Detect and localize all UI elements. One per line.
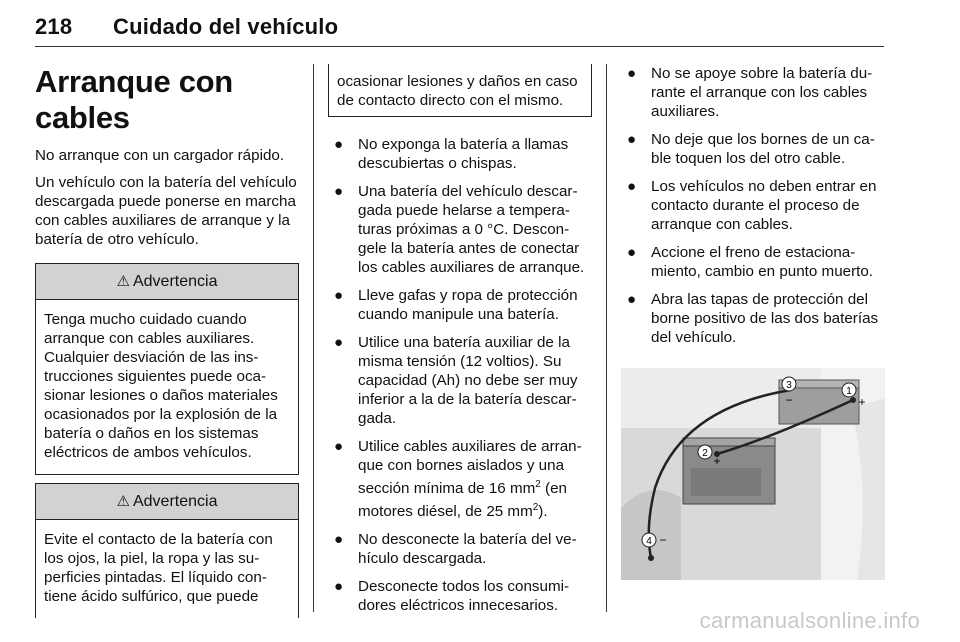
svg-text:1: 1 bbox=[846, 386, 852, 397]
list-item: ● No deje que los bornes de un cable toquen los del otro cable. bbox=[627, 131, 875, 167]
list-item: ● Utilice cables auxiliares de arranque con bornes aislados y una sección mínima de 16 $mm^2$ (en motores diésel, de 25 $mm^2$). bbox=[334, 438, 582, 521]
svg-text:−: − bbox=[785, 393, 793, 407]
column-2 bbox=[328, 64, 592, 624]
list-item: ● Utilice una batería auxiliar de la misma tensión (12 voltios). Su capacidad (Ah) no debe ser muy inferior a la de la batería descargada. bbox=[334, 334, 578, 427]
watermark: carmanualsonline.info bbox=[699, 608, 920, 633]
warning-body-2: Evite el contacto de la batería con los ojos, la piel, la ropa y las superficies pintadas. El líquido contiene ácido sulfúrico, que puede bbox=[44, 531, 273, 605]
column-1 bbox=[35, 64, 299, 618]
page-header bbox=[35, 14, 338, 40]
list-item: ● No exponga la batería a llamas descubiertas o chispas. bbox=[334, 136, 569, 172]
warning-triangle-icon: ⚠ bbox=[116, 273, 130, 290]
list-item: ● Una batería del vehículo descargada puede helarse a temperaturas próximas a 0 °C. Descongele la batería antes de conectar los cables auxiliares de arranque. bbox=[334, 183, 585, 276]
page-heading: Arranque con cables bbox=[35, 64, 233, 135]
column-divider-1 bbox=[313, 64, 314, 612]
list-item: ● Lleve gafas y ropa de protección cuando manipule una batería. bbox=[334, 287, 578, 323]
warning-box-1 bbox=[35, 263, 299, 475]
steps-list bbox=[621, 64, 885, 347]
warning-box-2 bbox=[35, 483, 299, 618]
warning-title-1: ⚠ Advertencia bbox=[36, 264, 298, 300]
paragraph-2: Un vehículo con la batería del vehículo descargada puede ponerse en marcha con cables auxiliares de arranque y la batería de otro vehículo. bbox=[35, 174, 297, 248]
warning-triangle-icon: ⚠ bbox=[116, 493, 130, 510]
callout-4 bbox=[642, 533, 667, 547]
column-divider-2 bbox=[606, 64, 607, 612]
warning-body-2-continued: ocasionar lesiones y daños en caso de contacto directo con el mismo. bbox=[337, 73, 578, 109]
warning-title-2: ⚠ Advertencia bbox=[36, 484, 298, 520]
svg-text:4: 4 bbox=[646, 536, 652, 547]
svg-text:−: − bbox=[659, 533, 667, 547]
engine-bay-figure bbox=[621, 368, 885, 580]
svg-text:+: + bbox=[858, 395, 866, 409]
list-item: ● Desconecte todos los consumidores eléctricos innecesarios. bbox=[334, 578, 570, 615]
warning-body-1: Tenga mucho cuidado cuando arranque con cables auxiliares. Cualquier desviación de las instrucciones siguientes puede ocasionar lesiones o daños materiales ocasionados por la explosión de la batería o daños en los sistemas eléctricos de ambos vehículos. bbox=[44, 311, 278, 461]
column-3 bbox=[621, 64, 885, 585]
section-title: Cuidado del vehículo bbox=[113, 14, 339, 39]
paragraph-1: No arranque con un cargador rápido. bbox=[35, 147, 285, 164]
page-number: 218 bbox=[35, 14, 73, 39]
svg-text:3: 3 bbox=[786, 380, 792, 391]
precautions-list bbox=[328, 135, 592, 615]
svg-text:2: 2 bbox=[702, 448, 708, 459]
list-item: ● No desconecte la batería del vehículo descargada. bbox=[334, 531, 577, 568]
warning-box-2-continued bbox=[328, 64, 592, 117]
list-item: ● Accione el freno de estacionamiento, cambio en punto muerto. bbox=[627, 244, 874, 280]
list-item: ● No se apoye sobre la batería durante el arranque con los cables auxiliares. bbox=[627, 65, 873, 120]
svg-text:+: + bbox=[713, 454, 721, 468]
list-item: ● Abra las tapas de protección del borne positivo de las dos baterías del vehículo. bbox=[627, 291, 879, 346]
list-item: ● Los vehículos no deben entrar en contacto durante el proceso de arranque con cables. bbox=[627, 178, 877, 233]
header-rule bbox=[35, 46, 884, 47]
